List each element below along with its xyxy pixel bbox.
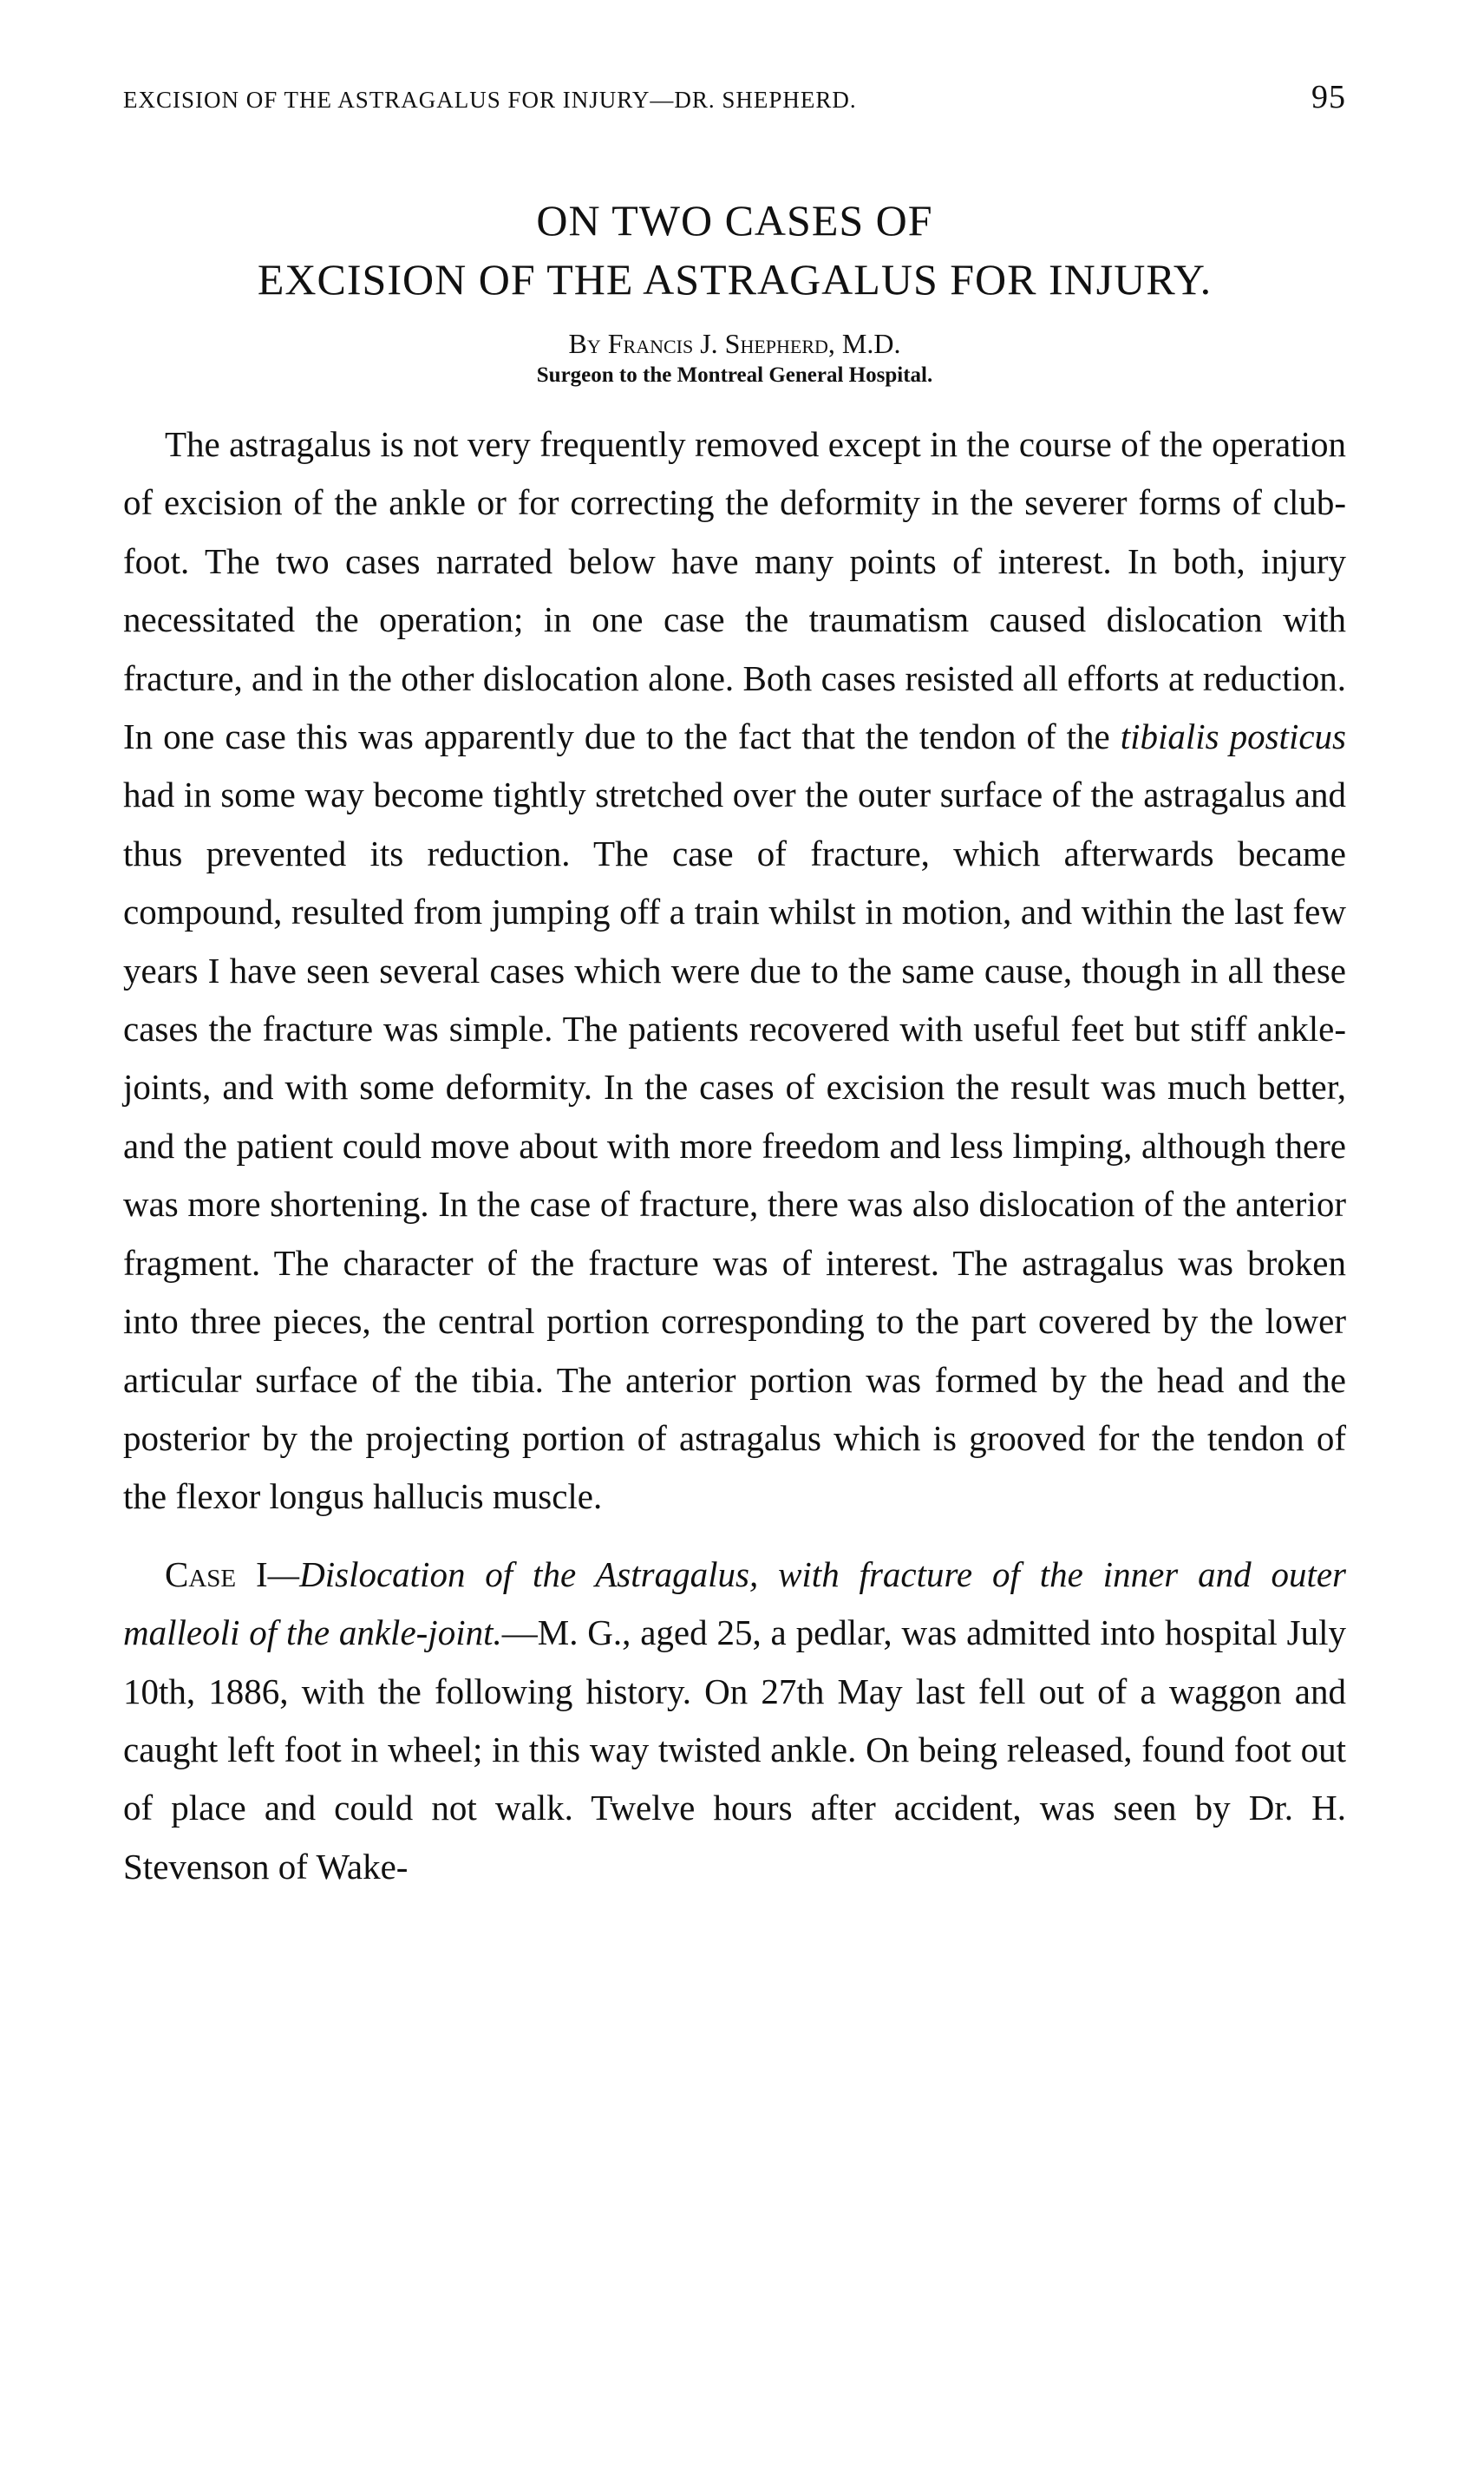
page-number: 95 [1311,79,1346,115]
paragraph-1-text-a: The astragalus is not very frequently removed except in the course of the operation of excision of the ankle or for correcting the deformity in the severer forms of club-foot. The two cases narrated below have many points of interest. In both, injury necessitated the operation; in one case the traumatism caused dislocation with fracture, and in the other dislocation alone. Both cases resisted all efforts at reduction. In one case this was apparently due to the fact that the tendon of the [123,424,1346,757]
paragraph-2-text: —M. G., aged 25, a pedlar, was admitted into hospital July 10th, 1886, with the following history. On 27th May last fell out of a waggon and caught left foot in wheel; in this way twisted ankle. On being released, found foot out of place and could not walk. Twelve hours after accident, was seen by Dr. H. Stevenson of Wake- [123,1612,1346,1887]
body-paragraph-1 [123,415,1346,1527]
case-title: —Dislocation of the Astragalus, with fracture of the inner and outer malleoli of the ankle-joint. [123,1553,1346,1653]
author-byline: By Francis J. Shepherd, M.D. [568,328,901,359]
paragraph-1-text-b: had in some way become tightly stretched over the outer surface of the astragalus and thus prevented its reduction. The case of fracture, which afterwards became compound, resulted from jumping off a train whilst in motion, and within the last few years I have seen several cases which were due to the same cause, though in all these cases the fracture was simple. The patients recovered with useful feet but stiff ankle-joints, and with some deformity. In the cases of excision the result was much better, and the patient could move about with more freedom and less limping, although there was more shortening. In the case of fracture, there was also dislocation of the anterior fragment. The character of the fracture was of interest. The astragalus was broken into three pieces, the central portion corresponding to the part covered by the lower articular surface of the tibia. The anterior portion was formed by the head and the posterior by the projecting portion of astragalus which is grooved for the tendon of the flexor longus hallucis muscle. [123,775,1346,1517]
running-head-title: EXCISION OF THE ASTRAGALUS FOR INJURY—DR. SHEPHERD. [123,87,857,113]
article-title-line-1: ON TWO CASES OF [536,196,933,245]
page [123,78,1346,1896]
article-title [123,191,1346,309]
article-title-line-2: EXCISION OF THE ASTRAGALUS FOR INJURY. [257,255,1213,304]
author-affiliation: Surgeon to the Montreal General Hospital. [536,363,933,387]
body-paragraph-2 [123,1546,1346,1896]
paragraph-1-italic-term: tibialis posticus [1120,716,1346,757]
running-head [123,78,1346,130]
case-label: Case I [165,1553,268,1594]
